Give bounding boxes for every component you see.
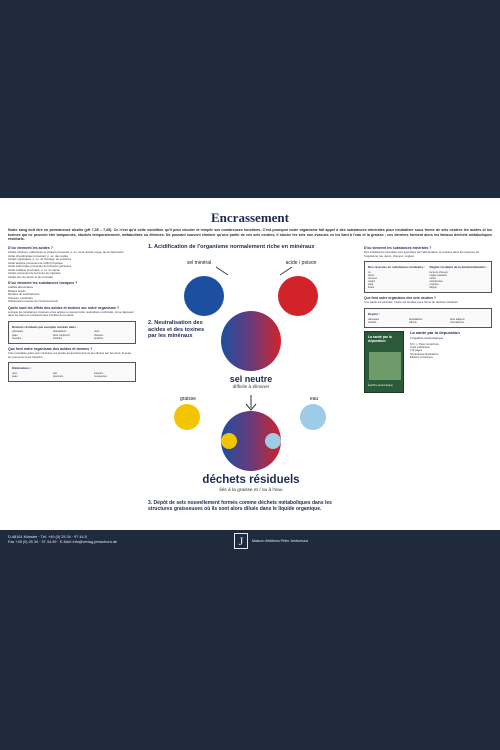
list-item: ongles cassants: [429, 274, 447, 277]
residual-waste-label: déchets résiduels: [202, 474, 300, 486]
section-title: Que font notre organisme des acides et toxines ?: [8, 347, 93, 352]
list-item: Acides lors de stress et de nervosité: [8, 274, 53, 279]
section-title: D'où viennent les substances minérales ?: [364, 246, 432, 250]
list-item: poumons: [53, 375, 64, 379]
list-item: dents: [368, 274, 374, 277]
step-3-heading: 3. Dépôt de sels nouvellement formés comme déchets métaboliques dans les structures graisseuses où ils sont alors dilués dans le liquide organique.: [148, 500, 332, 512]
list-item: Acides nitriques, sulfuriques et uriques provenant, p. ex. de la viande rouge, de la charcuterie: [8, 250, 124, 254]
residual-waste-circle: [220, 410, 282, 472]
label-graisse: graisse: [179, 396, 197, 402]
list-item: peau: [12, 375, 18, 379]
list-item: cellulite: [368, 320, 377, 324]
book-detail: 176 pages: [410, 349, 423, 353]
book-detail: Josef Lohkämper: [410, 346, 430, 350]
list-item: Acide carbonique provenant de boissons gazeuses: [8, 264, 72, 268]
storage-box: [8, 321, 136, 344]
book-info: [410, 331, 492, 360]
label-acide-poison: acide / poison: [285, 260, 317, 266]
book-cover-image: [369, 352, 401, 380]
list-item: peau: [12, 333, 18, 337]
book-cover[interactable]: [364, 331, 404, 393]
section-text: Des substances minérales sont apportées par l'alimentation ou puisées dans les réserves de l'organisme (os, dents, cheveux, ongles).: [364, 250, 479, 258]
list-item: perte de cheveux: [429, 270, 448, 274]
footer: [0, 530, 500, 552]
list-item: muscles: [12, 336, 22, 340]
footer-address: [8, 535, 117, 545]
list-item: calculs: [409, 320, 417, 324]
box-title: Déchets résiduels par exemple stockés dans :: [12, 324, 78, 329]
section-text: Il les neutralise grâce aux minéraux, les stocke temporairement ou les élimine par les reins, la peau, les poumons et les intestins.: [8, 351, 132, 359]
intro-paragraph: Notre sang doit être en permanence alcalin (pH 7,35 – 7,45). Ce n'est qu'à cette condition qu'il peut circuler et remplir ses nombreuses fonctions. C'est pourquoi notre organisme fait appel à des substances minérales pour neutraliser sous forme de sels neutres les acides et les toxines qui ne peuvent être tamponnés, stockés temporairement, métabolisés ou éliminés. Ne pouvant souvent éliminer qu'une partie de ces sels neutres, il stocke les sels non évacués en les liant à l'eau et la graisse ; ces derniers forment alors les fameux déchets métaboliques résiduels.: [8, 228, 492, 242]
list-item: foie: [53, 371, 58, 375]
book-promo: [364, 331, 492, 399]
box-title: Dépôts :: [368, 312, 380, 317]
left-column: [8, 244, 136, 385]
water-circle: [300, 404, 326, 430]
book-cover-subtitle: Équilibre acido-basique: [368, 384, 393, 388]
list-item: tissus: [368, 286, 375, 290]
neutral-salt-sublabel: difficile à éliminer: [232, 385, 270, 390]
address-line: D-48161 Münster · Tél. +49 (0) 25 34 · 97 44-0: [8, 535, 87, 539]
list-item: ongles: [368, 280, 376, 284]
page-title: Encrassement: [211, 210, 289, 225]
list-item: Métaux lourds: [8, 288, 26, 293]
address-line: Fax +49 (0) 25 34 · 97 44-99 · E-Mail: info@verlag-jentschura.de: [8, 540, 118, 544]
list-item: muqueuses: [94, 375, 107, 379]
publisher-name: Maison d'éditions Peter Jentschura: [252, 539, 308, 543]
neutral-salt-label: sel neutre: [229, 374, 273, 384]
label-sel-mineral: sel minéral: [186, 260, 212, 266]
step-1-heading: 1. Acidification de l'organisme normalement riche en minéraux: [148, 244, 315, 250]
list-item: fatigue: [429, 286, 437, 290]
section-text: Une partie est éliminée, l'autre est stockée sous forme de déchets résiduels.: [364, 300, 459, 305]
list-item: Acide phosphorique provenant, p. ex. des sodas: [8, 253, 68, 258]
book-detail: Dr h. c. Peter Jentschura: [410, 342, 439, 346]
book-detail: Nombreuses illustrations: [410, 352, 439, 356]
list-item: tissu adipeux: [450, 317, 465, 321]
column-title: Dégâts résultant de la déminéralisation :: [429, 265, 488, 270]
list-item: vaisseaux: [12, 330, 24, 334]
publisher-logo-icon: J: [234, 533, 248, 549]
list-item: articulations: [409, 317, 423, 321]
storage-grid: [12, 330, 132, 340]
list-item: Acides organiques, p. ex. de fromage, de sucreries: [8, 257, 72, 261]
deposits-box: [364, 308, 492, 328]
arrows-step1: [214, 265, 294, 277]
list-item: tendons: [94, 336, 103, 340]
list-item: vaisseaux: [368, 317, 380, 321]
list-item: Résidus de médicaments: [8, 292, 40, 296]
list-item: sang: [368, 283, 374, 287]
list-item: reins: [12, 371, 18, 375]
list-item: articulations: [53, 330, 67, 334]
section-title: D'où viennent les acides ?: [8, 246, 53, 250]
elimination-box: [8, 362, 136, 382]
deposits-grid: [368, 318, 488, 324]
list-item: Acide lactique provenant de l'effort physique: [8, 260, 63, 265]
list-item: rhumatismes: [450, 320, 465, 324]
list-item: intestins: [53, 336, 63, 340]
list-item: cheveux: [94, 333, 104, 337]
list-item: os: [368, 270, 371, 274]
minerals-box: [364, 261, 492, 293]
neutral-salt-circle: [220, 310, 282, 372]
book-subtitle: L'équilibre acido-basique: [410, 335, 444, 340]
book-cover-title: La santé par la dépuration: [368, 335, 392, 344]
book-title: La santé par la dépuration: [410, 330, 460, 336]
mineral-salt-circle: [184, 276, 224, 316]
list-item: Acides provenant de la fumée de cigarette: [8, 271, 61, 275]
minerals-grid: [368, 265, 488, 289]
list-item: Acide oxalique provenant, p. ex. du cacao: [8, 267, 60, 272]
list-item: Solvants, pesticides: [8, 295, 33, 300]
section-title: Quels sont les effets des acides et toxines sur notre organisme ?: [8, 305, 120, 310]
fat-circle: [174, 404, 200, 430]
column-title: Nos réserves en substances minérales :: [368, 265, 426, 270]
list-item: Additifs alimentaires: [8, 285, 34, 289]
list-item: tissu conjonctif: [53, 333, 70, 337]
list-item: intestins: [94, 371, 104, 375]
section-text: Lorsque les substances toxiques et les acides ne peuvent être neutralisés et éliminés, ils se déposent dans les tissus et entraînent des troubles de la santé.: [8, 309, 134, 318]
list-item: reins: [94, 330, 100, 334]
diagram-column: [144, 244, 356, 530]
section-title: Que font notre organisme des sels neutres ?: [364, 296, 436, 301]
acid-poison-circle: [278, 276, 318, 316]
elimination-grid: [12, 372, 132, 378]
list-item: caries: [429, 277, 436, 281]
list-item: ostéoporose: [429, 280, 443, 284]
list-item: crampes: [429, 283, 439, 287]
step-2-heading: 2. Neutralisation des acides et des toxines par les minéraux: [148, 320, 205, 340]
list-item: cheveux: [368, 277, 377, 281]
list-item: Substances toxiques de l'environnement: [8, 299, 59, 303]
acid-sources-list: [8, 251, 136, 279]
poster: [0, 198, 500, 530]
label-eau: eau: [309, 396, 319, 402]
right-column: [364, 244, 492, 399]
toxin-sources-list: [8, 286, 136, 304]
residual-waste-sublabel: liés à la graisse et / ou à l'eau: [219, 488, 283, 493]
box-title: Éliminations :: [12, 366, 32, 371]
book-detail: Éditions Jentschura: [410, 356, 433, 360]
section-title: D'où viennent les substances toxiques ?: [8, 281, 78, 285]
